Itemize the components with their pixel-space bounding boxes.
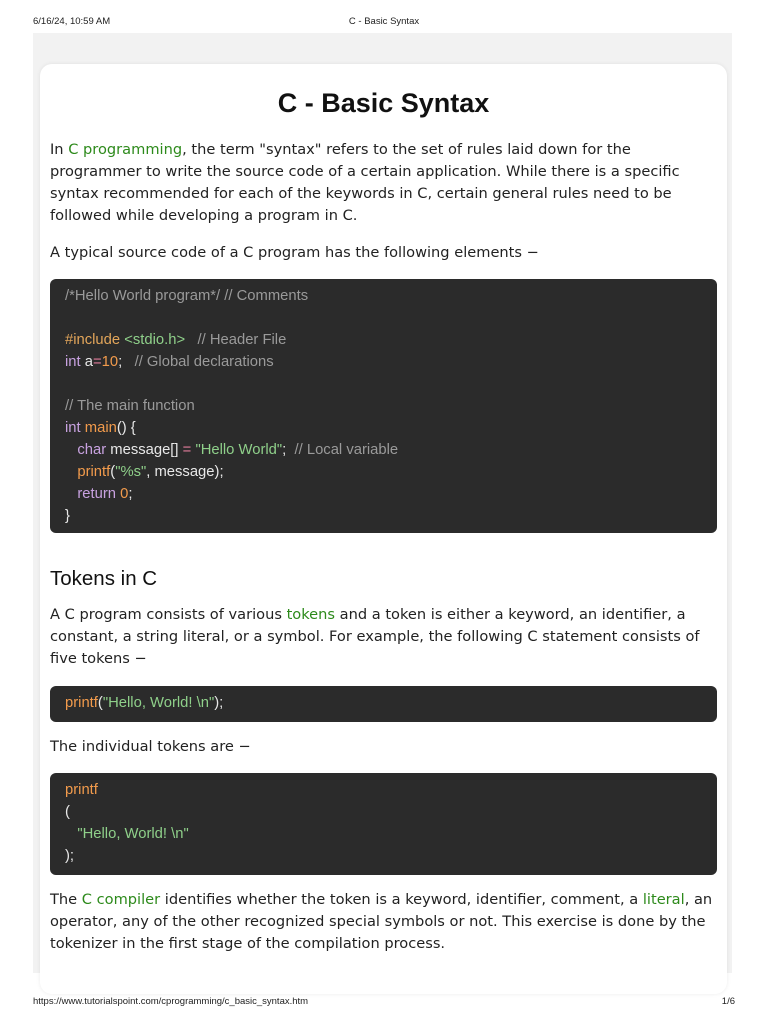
tokens-heading: Tokens in C (50, 567, 158, 590)
compiler-paragraph (50, 889, 717, 955)
page-title: C - Basic Syntax (277, 88, 490, 118)
print-footer (33, 996, 735, 1010)
code-number: 0 (120, 486, 129, 502)
code-block-program (50, 279, 717, 533)
tokens-text-start: A C program consists of various (50, 606, 287, 623)
code-function: printf (65, 695, 98, 711)
code-punctuation: ( (110, 464, 116, 480)
code-block-statement (50, 686, 717, 722)
code-punctuation: () { (116, 420, 136, 436)
code-block-tokens (50, 773, 717, 875)
print-datetime: 6/16/24, 10:59 AM (33, 16, 111, 27)
intro-text-start: In (50, 141, 69, 158)
code-punctuation: , message); (146, 464, 224, 480)
c-programming-link[interactable]: C programming (68, 141, 183, 158)
print-page-title: C - Basic Syntax (348, 16, 420, 27)
code-header: <stdio.h> (124, 332, 186, 348)
code-punctuation: ; (128, 486, 133, 502)
code-punctuation: ; (282, 442, 287, 458)
code-comment: // Global declarations (134, 354, 274, 370)
code-punctuation: ); (214, 695, 224, 711)
code-function: printf (65, 782, 98, 798)
elements-intro-paragraph: A typical source code of a C program has the following elements − (50, 244, 539, 261)
code-punctuation: } (65, 508, 70, 524)
article-card (40, 64, 727, 994)
code-preprocessor: #include (65, 332, 121, 348)
code-number: 10 (101, 354, 119, 370)
code-string: "%s" (115, 464, 147, 480)
code-keyword: int (65, 354, 81, 370)
code-function: main (84, 420, 117, 436)
code-keyword: return (77, 486, 116, 502)
code-comment: // Local variable (294, 442, 399, 458)
print-page-number: 1/6 (721, 996, 735, 1007)
code-string: "Hello World" (195, 442, 283, 458)
article-content (50, 64, 717, 955)
code-comment: // Header File (197, 332, 287, 348)
tokens-text-rest: and a token is either a keyword, an identifier, a constant, a string literal, or a symbol. For example, the following C statement consists of five tokens − (50, 606, 700, 667)
code-comment: /*Hello World program*/ // Comments (65, 288, 309, 304)
code-operator: = (93, 354, 102, 370)
code-punctuation: ); (65, 848, 75, 864)
code-keyword: int (65, 420, 81, 436)
intro-text-rest: , the term "syntax" refers to the set of rules laid down for the programmer to write the source code of a certain application. While there is a specific syntax recommended for each of the keywords in C, certain general rules need to be followed while developing a program in C. (50, 141, 680, 224)
compiler-text-start: The (50, 891, 82, 908)
code-identifier: message[] (110, 442, 179, 458)
code-string: "Hello, World! \n" (102, 695, 215, 711)
code-comment: // The main function (65, 398, 195, 414)
literal-link[interactable]: literal (642, 891, 685, 908)
intro-paragraph (50, 139, 717, 227)
code-keyword: char (77, 442, 107, 458)
code-function: printf (77, 464, 111, 480)
compiler-text-end: , an operator, any of the other recognized special symbols or not. This exercise is done by the tokenizer in the first stage of the compilation process. (50, 891, 713, 952)
code-punctuation: ( (65, 804, 70, 820)
c-compiler-link[interactable]: C compiler (81, 891, 161, 908)
code-operator: = (182, 442, 192, 458)
tokens-link[interactable]: tokens (286, 606, 335, 623)
code-punctuation: ; (118, 354, 123, 370)
code-identifier: a (84, 354, 93, 370)
compiler-text-middle: identifies whether the token is a keyword, identifier, comment, a (160, 891, 643, 908)
print-url: https://www.tutorialspoint.com/cprogramming/c_basic_syntax.htm (33, 996, 309, 1007)
individual-tokens-paragraph: The individual tokens are − (50, 738, 251, 755)
code-string: "Hello, World! \n" (77, 826, 189, 842)
print-header (33, 16, 735, 30)
code-punctuation: ( (97, 695, 103, 711)
tokens-paragraph (50, 604, 717, 670)
